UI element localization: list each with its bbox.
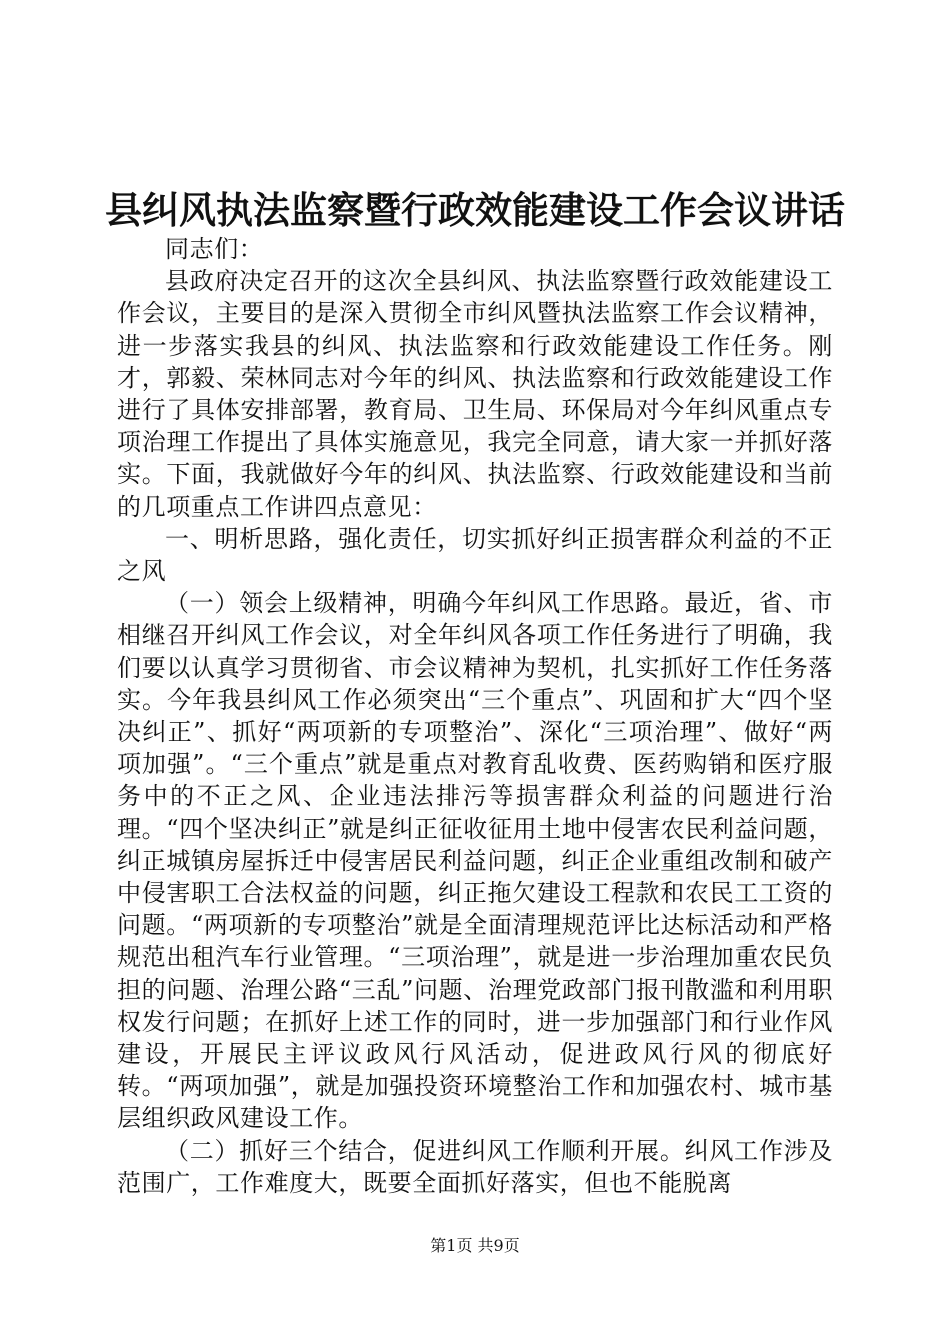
salutation: 同志们：: [165, 235, 264, 263]
page-title: 县纠风执法监察暨行政效能建设工作会议讲话: [105, 188, 845, 232]
document-body: [117, 233, 833, 1199]
paragraph-section-1-1: （一）领会上级精神，明确今年纠风工作思路。最近，省、市相继召开纠风工作会议，对全年纠风各项工作任务进行了明确，我们要以认真学习贯彻省、市会议精神为契机，扎实抓好工作任务落实。今年我县纠风工作必须突出“三个重点”、巩固和扩大“四个坚决纠正”、抓好“两项新的专项整治”、深化“三项治理”、做好“两项加强”。“三个重点”就是重点对教育乱收费、医药购销和医疗服务中的不正之风、企业违法排污等损害群众利益的问题进行治理。“四个坚决纠正”就是纠正征收征用土地中侵害农民利益问题，纠正城镇房屋拆迁中侵害居民利益问题，纠正企业重组改制和破产中侵害职工合法权益的问题，纠正拖欠建设工程款和农民工工资的问题。“两项新的专项整治”就是全面清理规范评比达标活动和严格规范出租汽车行业管理。“三项治理”，就是进一步治理加重农民负担的问题、治理公路“三乱”问题、治理党政部门报刊散滥和利用职权发行问题；在抓好上述工作的同时，进一步加强部门和行业作风建设，开展民主评议政风行风活动，促进政风行风的彻底好转。“两项加强”，就是加强投资环境整治工作和加强农村、城市基层组织政风建设工作。: [117, 589, 833, 1133]
paragraph-intro: 县政府决定召开的这次全县纠风、执法监察暨行政效能建设工作会议，主要目的是深入贯彻全市纠风暨执法监察工作会议精神，进一步落实我县的纠风、执法监察和行政效能建设工作任务。刚才，郭毅、荣林同志对今年的纠风、执法监察和行政效能建设工作进行了具体安排部署，教育局、卫生局、环保局对今年纠风重点专项治理工作提出了具体实施意见，我完全同意，请大家一并抓好落实。下面，我就做好今年的纠风、执法监察、行政效能建设和当前的几项重点工作讲四点意见：: [117, 267, 833, 521]
paragraph-section-1-2: （二）抓好三个结合，促进纠风工作顺利开展。纠风工作涉及范围广，工作难度大，既要全面抓好落实，但也不能脱离: [117, 1136, 833, 1197]
page-footer: 第1页 共9页: [430, 1236, 520, 1255]
section-heading-1: 一、明析思路，强化责任，切实抓好纠正损害群众利益的不正之风: [117, 524, 833, 586]
